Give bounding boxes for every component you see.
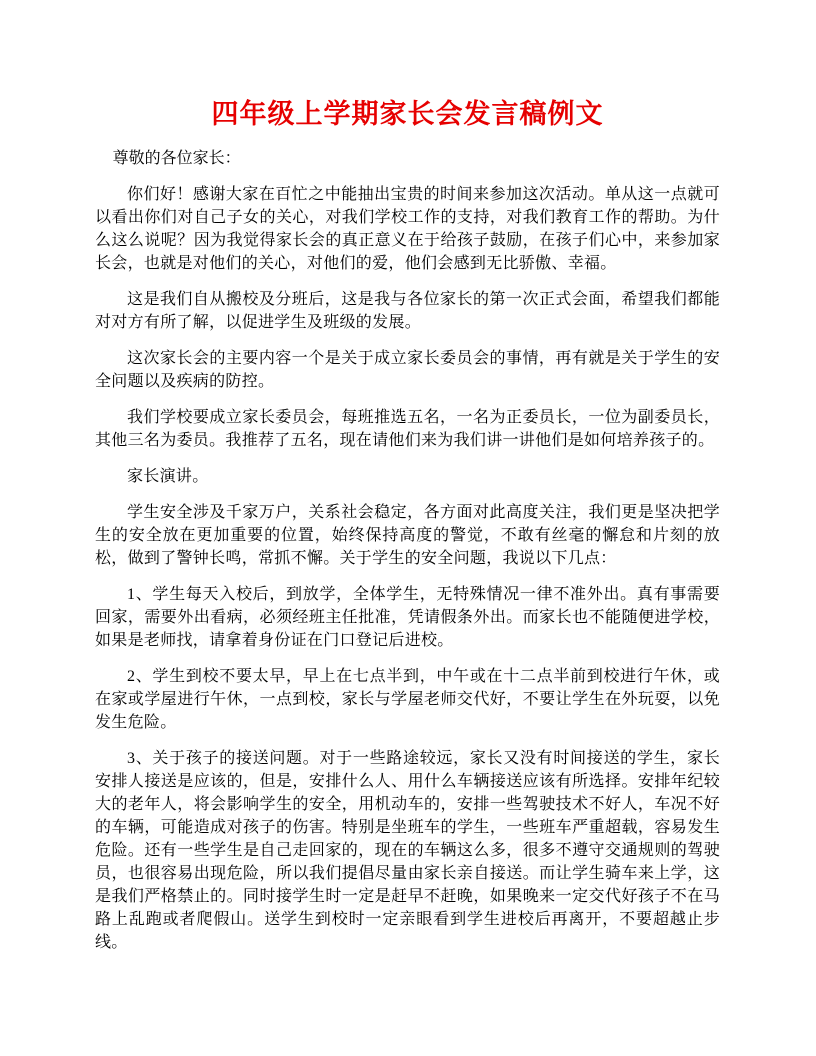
paragraphs [95,183,720,954]
salutation: 尊敬的各位家长： [112,150,241,168]
paragraph: 这是我们自从搬校及分班后，这是我与各位家长的第一次正式会面，希望我们都能对对方有所了解，以促进学生及班级的发展。 [95,291,720,332]
document-title: 四年级上学期家长会发言稿例文 [211,99,604,129]
paragraph: 家长演讲。 [127,468,209,486]
paragraph: 这次家长会的主要内容一个是关于成立家长委员会的事情，再有就是关于学生的安全问题以及疾病的防控。 [95,350,720,391]
paragraph: 1、学生每天入校后，到放学，全体学生，无特殊情况一律不准外出。真有事需要回家，需要外出看病，必须经班主任批准，凭请假条外出。而家长也不能随便进学校，如果是老师找，请拿着身份证在门口登记后进校。 [95,586,720,650]
paragraph: 我们学校要成立家长委员会，每班推选五名，一名为正委员长，一位为副委员长，其他三名为委员。我推荐了五名，现在请他们来为我们讲一讲他们是如何培养孩子的。 [95,409,720,450]
paragraph: 2、学生到校不要太早，早上在七点半到，中午或在十二点半前到校进行午休，或在家或学屋进行午休，一点到校，家长与学屋老师交代好，不要让学生在外玩耍，以免发生危险。 [95,668,720,732]
paragraph: 学生安全涉及千家万户，关系社会稳定，各方面对此高度关注，我们更是坚决把学生的安全放在更加重要的位置，始终保持高度的警觉，不敢有丝毫的懈怠和片刻的放松，做到了警钟长鸣，常抓不懈。关于学生的安全问题，我说以下几点： [95,504,720,568]
paragraph: 你们好！感谢大家在百忙之中能抽出宝贵的时间来参加这次活动。单从这一点就可以看出你们对自己子女的关心，对我们学校工作的支持，对我们教育工作的帮助。为什么这么说呢？因为我觉得家长会的真正意义在于给孩子鼓励，在孩子们心中，来参加家长会，也就是对他们的关心，对他们的爱，他们会感到无比骄傲、幸福。 [95,186,720,273]
paragraph: 3、关于孩子的接送问题。对于一些路途较远，家长又没有时间接送的学生，家长安排人接送是应该的，但是，安排什么人、用什么车辆接送应该有所选择。安排年纪较大的老年人，将会影响学生的安全，用机动车的，安排一些驾驶技术不好人，车况不好的车辆，可能造成对孩子的伤害。特别是坐班车的学生，一些班车严重超载，容易发生危险。还有一些学生是自己走回家的，现在的车辆这么多，很多不遵守交通规则的驾驶员，也很容易出现危险，所以我们提倡尽量由家长亲自接送。而让学生骑车来上学，这是我们严格禁止的。同时接学生时一定是赶早不赶晚，如果晚来一定交代好孩子不在马路上乱跑或者爬假山。送学生到校时一定亲眼看到学生进校后再离开，不要超越止步线。 [95,750,720,952]
